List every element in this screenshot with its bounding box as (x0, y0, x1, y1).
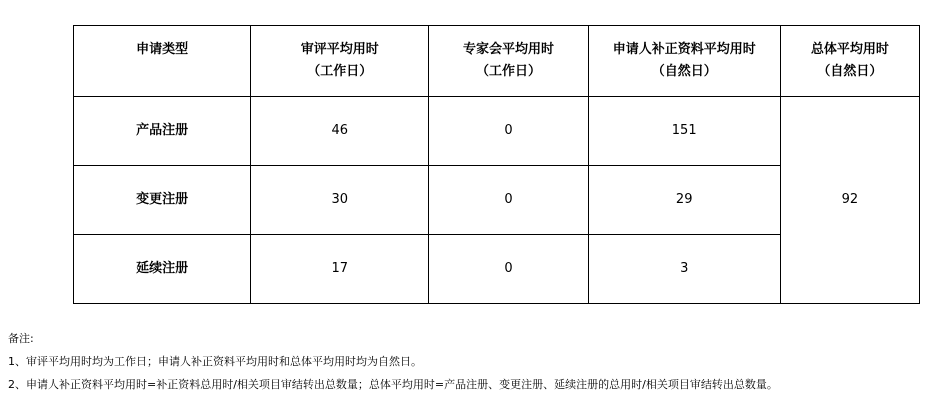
cell-review-renewal: 17 (251, 235, 429, 304)
header-application-type (74, 26, 251, 97)
cell-review-product: 46 (251, 97, 429, 166)
cell-applicant-renewal: 3 (588, 235, 780, 304)
header-application-type-label: 申请类型 (136, 42, 189, 57)
cell-type-change: 变更注册 (74, 166, 251, 235)
header-overall-avg-time-label: 总体平均用时 (810, 42, 889, 57)
cell-type-renewal: 延续注册 (74, 235, 251, 304)
header-applicant-avg-time-label: 申请人补正资料平均用时 (612, 42, 756, 57)
header-expert-avg-time-unit: （工作日） (475, 64, 541, 79)
review-time-table (73, 25, 920, 304)
table-row (74, 97, 920, 166)
notes-title: 备注: (8, 332, 34, 345)
header-applicant-avg-time (588, 26, 780, 97)
header-review-avg-time-unit: （工作日） (307, 64, 373, 79)
header-review-avg-time-label: 审评平均用时 (300, 42, 379, 57)
note-line-1: 1、审评平均用时均为工作日；申请人补正资料平均用时和总体平均用时均为自然日。 (8, 355, 422, 368)
header-expert-avg-time (429, 26, 588, 97)
cell-applicant-change: 29 (588, 166, 780, 235)
note-line-2: 2、申请人补正资料平均用时=补正资料总用时/相关项目审结转出总数量；总体平均用时=产品注册、变更注册、延续注册的总用时/相关项目审结转出总数量。 (8, 378, 778, 391)
cell-applicant-product: 151 (588, 97, 780, 166)
table-header-row (74, 26, 920, 97)
cell-review-change: 30 (251, 166, 429, 235)
cell-expert-change: 0 (429, 166, 588, 235)
cell-type-product: 产品注册 (74, 97, 251, 166)
notes-section (8, 331, 923, 400)
cell-overall-total: 92 (780, 97, 919, 304)
cell-expert-product: 0 (429, 97, 588, 166)
header-overall-avg-time (780, 26, 919, 97)
cell-expert-renewal: 0 (429, 235, 588, 304)
header-application-type-spacer (74, 61, 250, 83)
header-overall-avg-time-unit: （自然日） (817, 64, 883, 79)
header-applicant-avg-time-unit: （自然日） (651, 64, 717, 79)
header-review-avg-time (251, 26, 429, 97)
header-expert-avg-time-label: 专家会平均用时 (462, 42, 554, 57)
